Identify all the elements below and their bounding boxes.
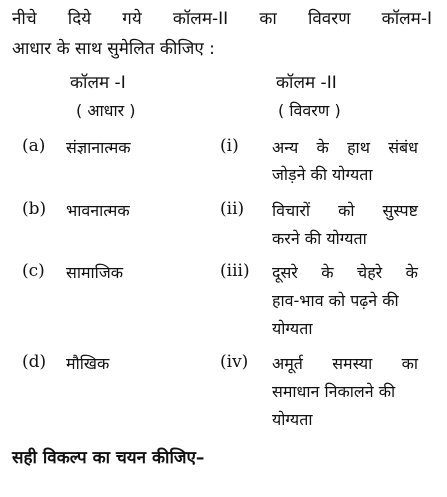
column-2-title: कॉलम -II xyxy=(276,73,337,93)
row-a-label: (a) xyxy=(22,136,46,156)
row-ii-line-1 xyxy=(272,199,418,221)
row-ii-line-2: करने की योग्यता xyxy=(272,229,367,248)
question-word: कॉलम-I xyxy=(381,9,432,29)
row-b-label: (b) xyxy=(22,199,47,219)
row-iii-word: के xyxy=(405,263,418,282)
row-i-label: (i) xyxy=(220,136,239,156)
row-i-line-1 xyxy=(272,136,418,158)
row-iii-word: चेहरे xyxy=(357,263,383,282)
row-i-word: हाथ xyxy=(347,138,370,157)
question-word: कॉलम-II xyxy=(172,9,229,29)
row-i-word: संबंध xyxy=(388,138,418,157)
question-line-1 xyxy=(12,6,432,29)
row-iv-line-1 xyxy=(272,352,418,374)
column-1-subtitle: ( आधार ) xyxy=(76,101,136,120)
question-word: का xyxy=(259,9,277,29)
row-i-word: अन्य xyxy=(272,138,299,157)
row-iii-line-3: योग्यता xyxy=(272,319,313,338)
row-ii-word: विचारों xyxy=(272,201,311,220)
row-c-label: (c) xyxy=(22,261,45,281)
row-iii-line-1 xyxy=(272,261,418,283)
row-iv-word: समस्या xyxy=(332,354,373,373)
row-iv-line-2: समाधान निकालने की xyxy=(272,382,396,401)
row-ii-word: सुस्पष्ट xyxy=(382,201,418,220)
question-word: गये xyxy=(122,9,142,29)
row-iii-line-2: हाव-भाव को पढ़ने की xyxy=(272,291,399,310)
column-1-title: कॉलम -I xyxy=(70,73,126,93)
row-i-word: के xyxy=(316,138,329,157)
row-iv-word: अमूर्त xyxy=(272,354,303,373)
row-iv-label: (iv) xyxy=(220,352,249,372)
row-d-label: (d) xyxy=(22,352,47,372)
question-word: विवरण xyxy=(307,9,351,29)
row-i-line-2: जोड़ने की योग्यता xyxy=(272,165,373,184)
row-ii-word: को xyxy=(338,201,355,220)
choose-option-prompt: सही विकल्प का चयन कीजिए– xyxy=(12,448,205,468)
question-line-2: आधार के साथ सुमेलित कीजिए : xyxy=(12,39,215,59)
row-iii-word: के xyxy=(321,263,334,282)
row-d-text: मौखिक xyxy=(66,354,110,373)
row-iii-label: (iii) xyxy=(220,261,250,281)
question-word: दिये xyxy=(67,9,92,29)
row-c-text: सामाजिक xyxy=(66,263,123,282)
row-a-text: संज्ञानात्मक xyxy=(66,138,131,157)
row-iv-word: का xyxy=(401,354,418,373)
question-word: नीचे xyxy=(12,9,37,29)
row-b-text: भावनात्मक xyxy=(66,201,130,220)
row-iv-line-3: योग्यता xyxy=(272,410,313,429)
column-2-subtitle: ( विवरण ) xyxy=(278,101,341,120)
row-iii-word: दूसरे xyxy=(272,263,298,282)
row-ii-label: (ii) xyxy=(220,199,245,219)
